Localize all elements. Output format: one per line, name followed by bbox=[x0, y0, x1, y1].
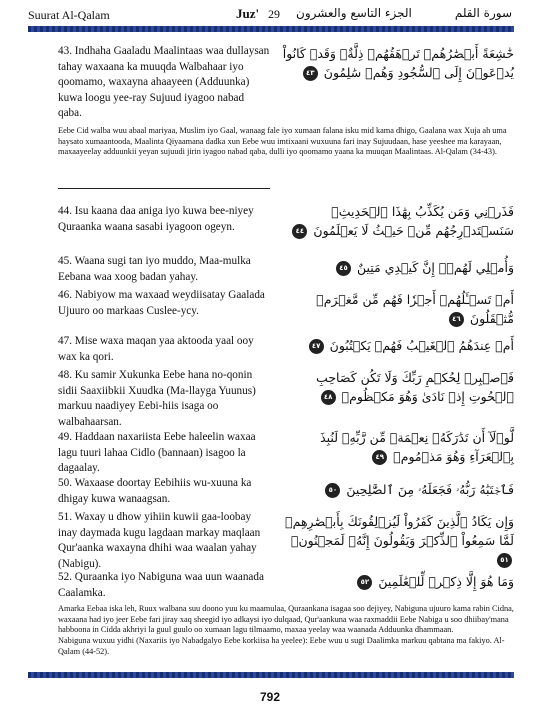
verse-47-arabic-text: أَمۡ عِندَهُمُ ٱلۡغَيۡبُ فَهُمۡ يَكۡتُبُونَ bbox=[329, 338, 514, 353]
verse-46-arabic-text: أَمۡ تَسۡـَٔلُهُمۡ أَجۡرٗا فَهُم مِّن مَّغۡرَمٖ مُّثۡقَلُونَ bbox=[316, 292, 514, 326]
commentary-bottom-hadith: Nabiguna wuxuu yidhi (Naxariis iyo Nabadgalyo Eebe korkiisa ha yeelee): Eebe wuu u sugi Daalimka markuu qabtana ma fakiyo. Al-Qalam (44-52). bbox=[58, 636, 505, 656]
verse-number-icon: ٤٥ bbox=[336, 261, 351, 276]
juz-number: 29 bbox=[268, 7, 280, 21]
juz-arabic: الجزء التاسع والعشرون bbox=[296, 6, 412, 20]
verse-51: 51. Waxay u dhow yihiin kuwii gaa-loobay inay daymada kugu lagdaan markay maqlaan Qur'aanka waxayna dhihi waa waalan yahay (Nabigu). bbox=[58, 511, 261, 570]
verse-48-arabic-text: فَٱصۡبِرۡ لِحُكۡمِ رَبِّكَ وَلَا تَكُن كَصَاحِبِ ٱلۡحُوتِ إِذۡ نَادَىٰ وَهُوَ مَكۡظُومٞ bbox=[316, 370, 514, 404]
page-header bbox=[28, 6, 512, 24]
juz-label: Juz' bbox=[236, 6, 260, 21]
verse-46: 46. Nabiyow ma waxaad weydiisatay Gaalada Ujuuro oo markaas Cuslee-ycy. bbox=[58, 289, 265, 317]
verse-number-icon: ٥٢ bbox=[357, 575, 372, 590]
verse-47-arabic bbox=[282, 336, 514, 355]
verse-43: 43. Indhaha Gaaladu Maalintaas waa dullaysan tahay waxaana ka muuqda Walbahaar iyo qoomamo, waxayna ahaayeen (Adduunka) kuwa loogu yee-ray Sujuud iyagoo nabad qaba. bbox=[58, 45, 270, 120]
page-number: 792 bbox=[259, 690, 281, 704]
verse-number-icon: ٤٤ bbox=[292, 224, 307, 239]
commentary-top: Eebe Cid walba wuu abaal mariyaa, Muslim iyo Gaal, wanaag fale iyo xumaan falana isku mid kama dhigo, Gaalana wax Xuja ah uma haysato xumaantooda, Maalinta Qiyaamana dadka xun Eebe wuu imtixaani wuxuuna fari inay Sujuudaan, hase yeeshee ma karayaan, maxaayeelay adduunkii yeyan sujuudi jirin iyagoo nabad qaba, dulli iyo qoomamo yaana ka muuqan Maalintaas. Al-Qalam (34-43). bbox=[58, 126, 507, 157]
verse-52: 52. Quraanka iyo Nabiguna waa uun waanada Caalamka. bbox=[58, 571, 264, 599]
verse-49: 49. Haddaan naxariista Eebe haleelin waxaa lagu tuuri lahaa Cidlo (bannaan) isagoo la dagaalay. bbox=[58, 431, 256, 475]
verse-45: 45. Waana sugi tan iyo muddo, Maa-mulka Eebana waa xoog badan yahay. bbox=[58, 255, 251, 283]
verse-number-icon: ٤٨ bbox=[321, 390, 336, 405]
verse-44-arabic-text: فَذَرۡنِي وَمَن يُكَذِّبُ بِهَٰذَا ٱلۡحَدِيثِۖ سَنَسۡتَدۡرِجُهُم مِّنۡ حَيۡثُ لَا يَعۡلَمُونَ bbox=[313, 204, 514, 238]
commentary-bottom-text: Amarka Eebaa iska leh, Ruux walbana suu doono yuu ku maamulaa, Quraankana isagaa soo dejiyey, Nabiguna ujuuro kama rabin Cidna, waxaana had iyo jeer Eebe fari jiray xaq sheegid iyo adkaysi iyo dulqaad, Qur'aankuna waa raxmaddii Eebe Nabiga u soo dhiibay'mana habboona in Cidda akhriyi la guul guulo oo xumaan lagu tilmaamo, maxaa yeelay waa waanada Adduunka dhammaan. bbox=[58, 604, 514, 635]
verse-52-arabic-text: وَمَا هُوَ إِلَّا ذِكۡرٞ لِّلۡعَٰلَمِينَ bbox=[378, 574, 514, 589]
surah-arabic: سورة القلم bbox=[454, 6, 512, 20]
verse-49-arabic bbox=[282, 428, 514, 466]
verse-48: 48. Ku samir Xukunka Eebe hana no-qonin sidii Saaxiibkii Xuudka (Ma-llayga Yuunus) markuu naadiyey Eebi-hiis isaga oo walbahaarsan. bbox=[58, 369, 256, 428]
verse-44-arabic bbox=[282, 202, 514, 240]
verse-50: 50. Waxaase doortay Eebihiis wu-xuuna ka dhigay kuwa wanaagsan. bbox=[58, 477, 252, 505]
verse-47: 47. Mise waxa maqan yaa aktooda yaal ooy wax ka qori. bbox=[58, 335, 254, 363]
commentary-bottom bbox=[58, 604, 514, 658]
verse-51-arabic bbox=[282, 512, 514, 569]
verse-43-arabic bbox=[282, 44, 514, 82]
verse-number-icon: ٤٦ bbox=[449, 312, 464, 327]
verse-number-icon: ٤٧ bbox=[309, 339, 324, 354]
verse-number-icon: ٤٣ bbox=[303, 66, 318, 81]
verse-48-arabic bbox=[282, 368, 514, 406]
verse-45-arabic-text: وَأُمۡلِي لَهُمۡۚ إِنَّ كَيۡدِي مَتِينٌ bbox=[356, 260, 514, 275]
verse-45-arabic bbox=[282, 258, 514, 277]
verse-46-arabic bbox=[282, 290, 514, 328]
verse-49-arabic-text: لَّوۡلَآ أَن تَدَٰرَكَهُۥ نِعۡمَةٞ مِّن رَّبِّهِۦ لَنُبِذَ بِٱلۡعَرَآءِ وَهُوَ مَذۡمُومٞ bbox=[320, 430, 514, 464]
verse-number-icon: ٥٠ bbox=[325, 483, 340, 498]
verse-44: 44. Isu kaana daa aniga iyo kuwa bee-niyey Quraanka waana sasabi iyagoon ogeyn. bbox=[58, 205, 254, 233]
verse-43-arabic-text: خَٰشِعَةً أَبۡصَٰرُهُمۡ تَرۡهَقُهُمۡ ذِلَّةٌۖ وَقَدۡ كَانُواْ يُدۡعَوۡنَ إِلَى ٱلسُّجُودِ وَهُمۡ سَٰلِمُونَ bbox=[282, 46, 514, 80]
verse-52-arabic bbox=[282, 572, 514, 591]
surah-title: Suurat Al-Qalam bbox=[28, 8, 110, 22]
top-decorative-rule bbox=[28, 26, 514, 32]
verse-50-arabic bbox=[282, 480, 514, 499]
verse-51-arabic-text: وَإِن يَكَادُ ٱلَّذِينَ كَفَرُواْ لَيُزۡلِقُونَكَ بِأَبۡصَٰرِهِمۡ لَمَّا سَمِعُواْ ٱلذِّكۡرَ وَيَقُولُونَ إِنَّهُۥ لَمَجۡنُونٞ bbox=[285, 514, 514, 548]
bottom-decorative-rule bbox=[28, 672, 514, 678]
verse-number-icon: ٤٩ bbox=[372, 450, 387, 465]
verse-50-arabic-text: فَٱجۡتَبَٰهُ رَبُّهُۥ فَجَعَلَهُۥ مِنَ ٱلصَّٰلِحِينَ bbox=[346, 482, 514, 497]
section-divider bbox=[58, 188, 270, 189]
verse-number-icon: ٥١ bbox=[497, 553, 512, 568]
